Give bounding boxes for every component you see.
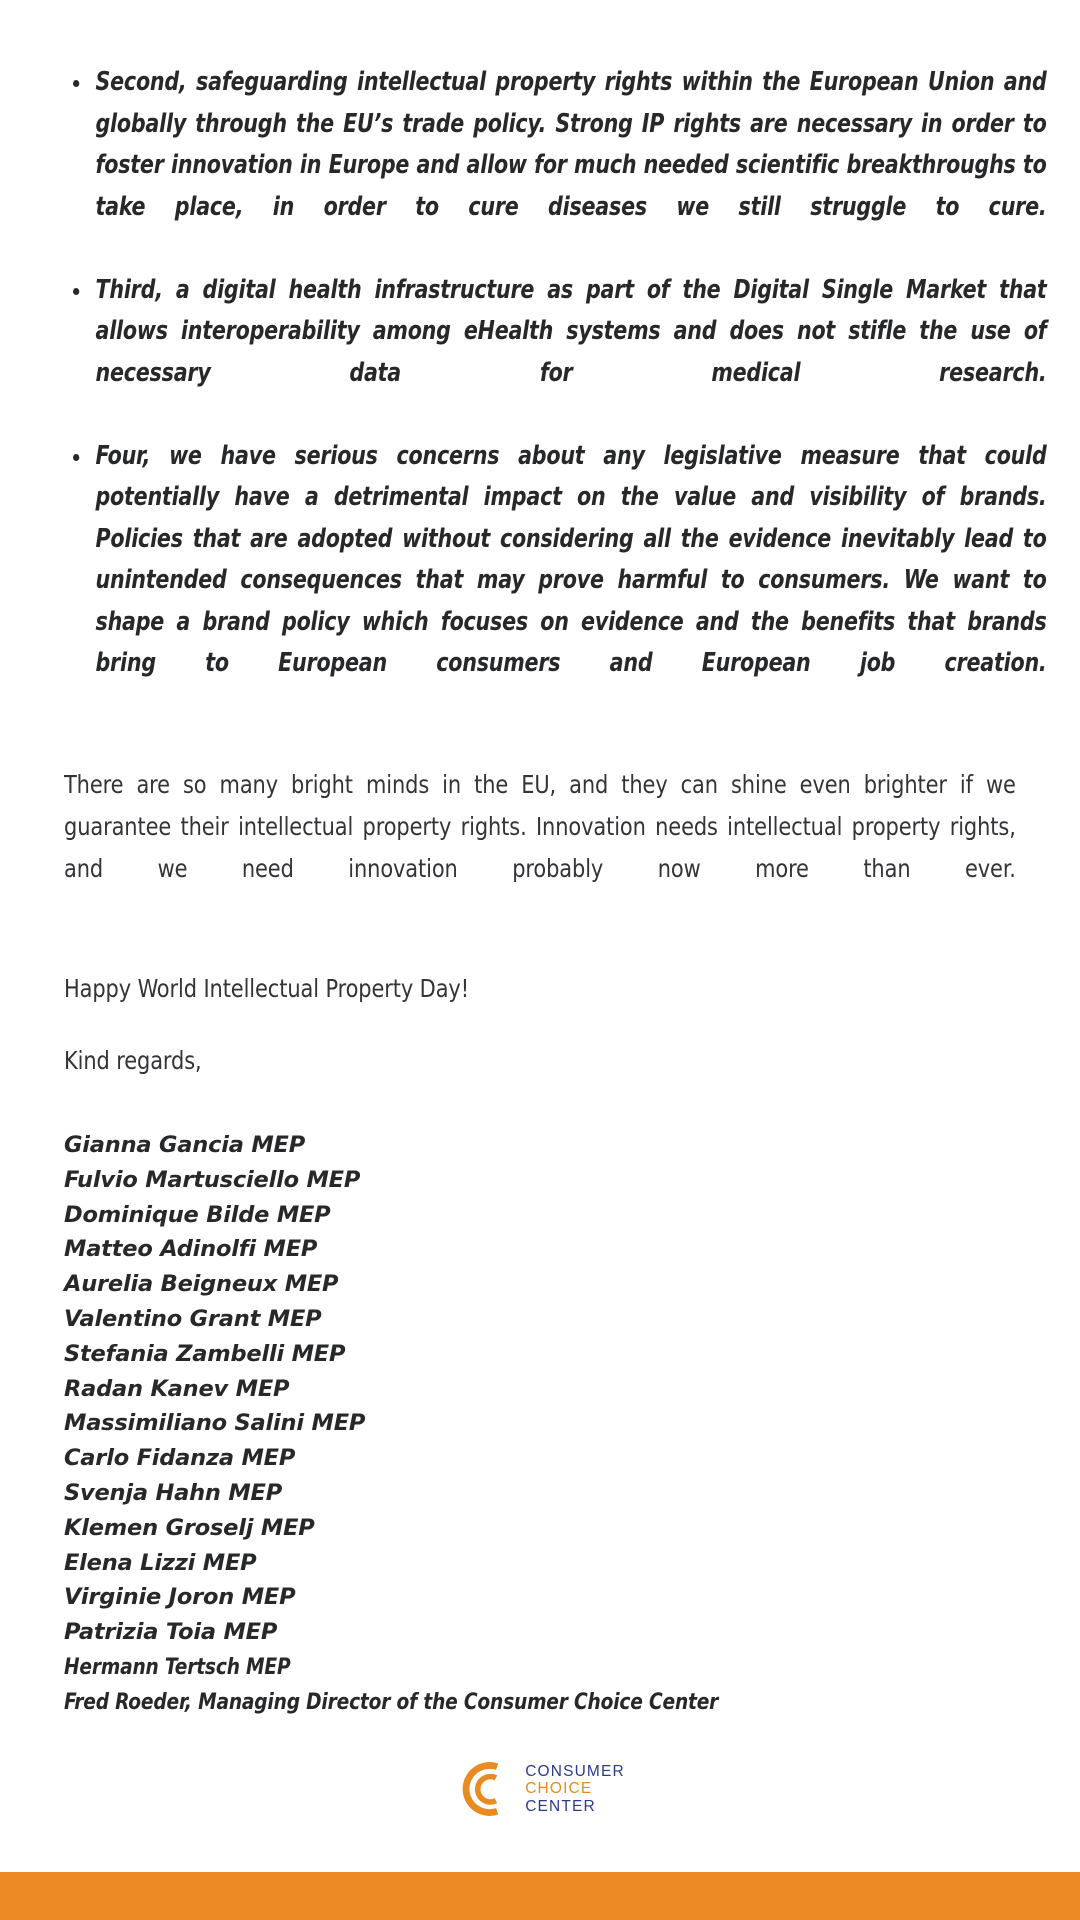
spacer	[64, 932, 1016, 968]
list-item: Matteo Adinolfi MEP	[64, 1236, 318, 1263]
list-item: Fulvio Martusciello MEP	[64, 1166, 361, 1193]
list-item: Aurelia Beigneux MEP	[64, 1271, 339, 1298]
bullet-dot-icon	[73, 454, 79, 461]
list-item	[64, 270, 1047, 436]
list-item	[64, 436, 1047, 727]
spacer	[64, 726, 1016, 764]
paragraph-happy-day: Happy World Intellectual Property Day!	[64, 974, 470, 1003]
bullet-dot-icon	[73, 288, 79, 295]
list-item: Stefania Zambelli MEP	[64, 1340, 346, 1367]
list-item: Elena Lizzi MEP	[64, 1549, 257, 1576]
list-item: Virginie Joron MEP	[64, 1584, 296, 1611]
list-item: Gianna Gancia MEP	[64, 1132, 306, 1158]
list-item: Hermann Tertsch MEP	[64, 1653, 291, 1680]
paragraph-kind-regards: Kind regards,	[64, 1046, 202, 1075]
list-item: Radan Kanev MEP	[64, 1375, 290, 1402]
logo-wordmark	[525, 1763, 625, 1815]
bullet-text: Third, a digital health infrastructure as part of the Digital Single Market that allows interoperability among eHealth systems and does not stifle the use of necessary data for medical research.	[95, 274, 1047, 388]
consumer-choice-center-logo-mark	[455, 1758, 517, 1820]
document-body	[64, 62, 1047, 1720]
footer-logo	[0, 1758, 1080, 1820]
list-item: Dominique Bilde MEP	[64, 1201, 331, 1228]
logo-line-center: CENTER	[525, 1797, 596, 1815]
list-item: Fred Roeder, Managing Director of the Consumer Choice Center	[64, 1688, 719, 1715]
list-item: Valentino Grant MEP	[64, 1305, 322, 1332]
footer-accent-bar	[0, 1872, 1080, 1920]
paragraph-bright-minds: There are so many bright minds in the EU, and they can shine even brighter if we guarantee their intellectual property rights. Innovation needs intellectual property rights, and we need innovation probably now more than ever.	[64, 770, 1016, 883]
list-item: Svenja Hahn MEP	[64, 1479, 283, 1506]
list-item: Klemen Groselj MEP	[64, 1514, 315, 1541]
bullet-dot-icon	[73, 80, 79, 87]
list-item	[64, 62, 1047, 270]
signature-list	[64, 1128, 1016, 1720]
logo-line-consumer: CONSUMER	[525, 1762, 625, 1780]
bullet-text: Four, we have serious concerns about any legislative measure that could potentially have a detrimental impact on the value and visibility of brands. Policies that are adopted without considering all the evidence inevitably lead to unintended consequences that may prove harmful to consumers. We want to shape a brand policy which focuses on evidence and the benefits that brands bring to European consumers and European job creation.	[95, 440, 1047, 678]
list-item: Carlo Fidanza MEP	[64, 1445, 296, 1472]
consumer-choice-center-logo	[455, 1758, 625, 1820]
list-item: Massimiliano Salini MEP	[64, 1410, 366, 1437]
policy-bullet-list	[64, 62, 1047, 726]
spacer	[64, 1010, 1016, 1040]
spacer	[64, 1082, 1016, 1128]
logo-line-choice: CHOICE	[525, 1780, 593, 1798]
bullet-text: Second, safeguarding intellectual property rights within the European Union and globally through the EU’s trade policy. Strong IP rights are necessary in order to foster innovation in Europe and allow for much needed scientific breakthroughs to take place, in order to cure diseases we still struggle to cure.	[95, 67, 1047, 222]
list-item: Patrizia Toia MEP	[64, 1619, 278, 1646]
